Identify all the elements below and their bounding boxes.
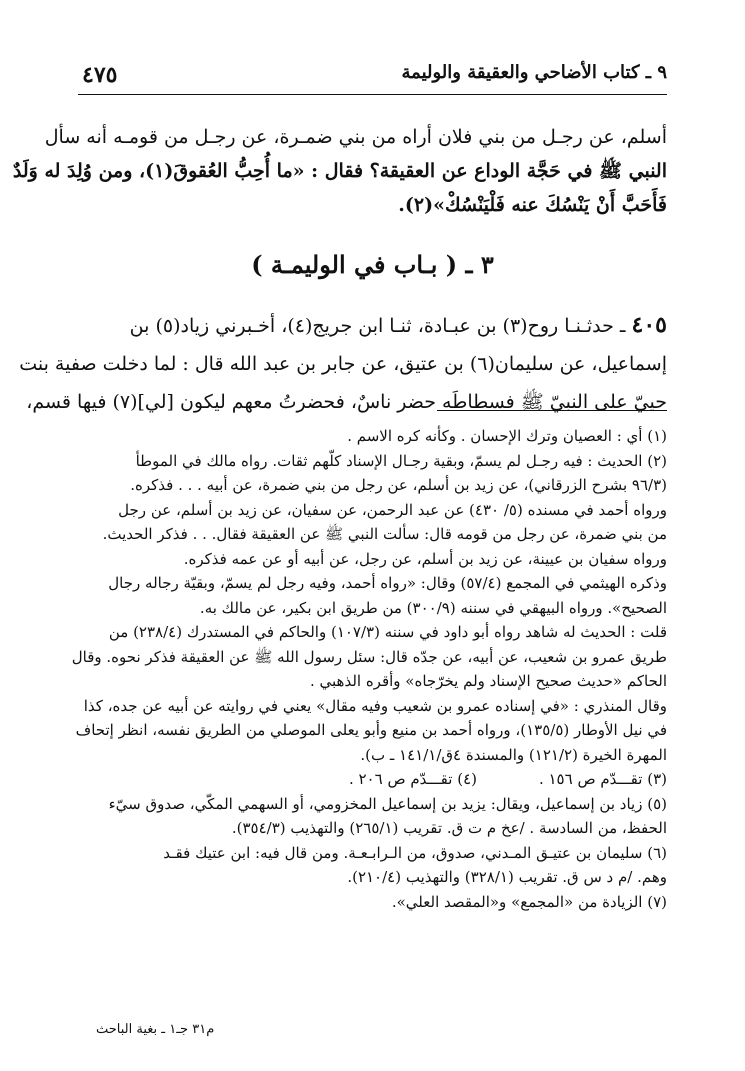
footnote-line: من بني ضمرة، عن رجل من قومه قال: سألت النبي ﷺ عن العقيقة فقال. . . فذكر الحديث. — [102, 525, 667, 543]
footnote-line: (٩٦/٣ بشرح الزرقاني)، عن زيد بن أسلم، عن رجل من بني ضمرة، عن أبيه . . . فذكره. — [130, 476, 667, 494]
text-line — [78, 306, 667, 345]
footnote-line: (٢) الحديث : فيه رجـل لم يسمّ، وبقية رجـال الإسناد كلّهم ثقات. رواه مالك في الموطأ — [135, 451, 667, 470]
text-line: إسماعيل، عن سليمان(٦) بن عتيق، عن جابر بن عبد الله قال : لما دخلت صفية بنت — [19, 353, 667, 375]
footnote-line: (٧) الزيادة من «المجمع» و«المقصد العلي». — [391, 892, 667, 911]
text-line: حييّ على النبيّ ﷺ فسطاطَه حضر ناسٌ، فحضرتُ معهم ليكون [لي](٧) فيها قسم، — [26, 391, 667, 413]
hadith-number: ٤٠٥ — [631, 312, 667, 338]
page-number: ٤٧٥ — [82, 62, 118, 88]
page-footer: م٣١ جـ١ ـ بغية الباحث — [96, 1022, 215, 1037]
footnote-line: الصحيح». ورواه البيهقي في سننه (٣٠٠/٩) من طريق ابن بكير، عن مالك به. — [199, 598, 667, 617]
footnote-line: (٥) زياد بن إسماعيل، ويقال: يزيد بن إسماعيل المخزومي، أو السهمي المكّي، صدوق سيّء — [108, 794, 667, 813]
footnote-line — [78, 767, 667, 792]
hadith-paragraph — [19, 306, 667, 421]
footnote-line: وهم. /م د س ق. تقريب (٣٢٨/١) والتهذيب (٢١٠/٤). — [347, 868, 667, 886]
text-line: فَأَحَبَّ أَنْ يَنْسُكَ عنه فَلْيَنْسُكْ»(٢). — [398, 194, 667, 216]
text-line: أسلم، عن رجـل من بني فلان أراه من بني ضمـرة، عن رجـل من قومـه أنه سأل — [44, 126, 667, 148]
footnote-line: في نيل الأوطار (١٣٥/٥)، ورواه أحمد بن منيع وأبو يعلى الموصلي من الطريق نفسه، انظر إتحاف — [75, 721, 667, 739]
footnote-3: (٣) تقـــدّم ص ١٥٦ . — [538, 770, 667, 788]
footnotes — [71, 424, 667, 914]
running-header — [78, 58, 667, 95]
footnote-line: قلت : الحديث له شاهد رواه أبو داود في سننه (١٠٧/٣) والحاكم في المستدرك (٢٣٨/٤) من — [108, 623, 667, 641]
footnote-line: ورواه سفيان بن عيينة، عن زيد بن أسلم، عن رجل، عن أبيه أو عن عمه فذكره. — [183, 549, 667, 568]
footnote-line: وقال المنذري : «في إسناده عمرو بن شعيب وفيه مقال» يعني في روايته عن أبيه عن جده، كذا — [83, 696, 667, 715]
footnote-line: (٦) سليمان بن عتيـق المـدني، صدوق، من الـرابـعـة. ومن قال فيه: ابن عتيك فقـد — [163, 843, 667, 862]
intro-paragraph — [12, 120, 667, 222]
footnote-4: (٤) تقـــدّم ص ٢٠٦ . — [348, 770, 477, 788]
text-line: النبي ﷺ في حَجَّة الوداع عن العقيقة؟ فقال : «ما أُحِبُّ العُقوقَ(١)، ومن وُلِدَ له وَلَدٌ — [12, 160, 667, 182]
chapter-title: ٩ ـ كتاب الأضاحي والعقيقة والوليمة — [401, 62, 667, 83]
section-heading: ٣ ـ ( بـاب في الوليمـة ) — [251, 250, 494, 279]
footnote-line: ورواه أحمد في مسنده (٥/ ٤٣٠) عن عبد الرحمن، عن سفيان، عن زيد بن أسلم، عن رجل — [118, 500, 667, 519]
footnote-separator — [437, 410, 667, 411]
footnote-line: الحفظ، من السادسة . /عخ م ت ق. تقريب (٢٦٥/١) والتهذيب (٣٥٤/٣). — [231, 819, 667, 837]
footnote-line: وذكره الهيثمي في المجمع (٥٧/٤) وقال: «رواه أحمد، وفيه رجل لم يسمّ، وبقيّة رجاله رجال — [108, 574, 667, 592]
footnote-line: الحاكم «حديث صحيح الإسناد ولم يخرّجاه» وأقره الذهبي . — [309, 672, 667, 690]
footnote-line: (١) أي : العصيان وترك الإحسان . وكأنه كره الاسم . — [347, 427, 667, 445]
footnote-line: طريق عمرو بن شعيب، عن أبيه، عن جدّه قال: سئل رسول الله ﷺ عن العقيقة فذكر نحوه. وقال — [71, 647, 667, 666]
footnote-line: المهرة الخيرة (١٢١/٢) والمسندة ٤ق/١٤١/١ ـ ب). — [360, 745, 667, 764]
hadith-text: ـ حدثـنـا روح(٣) بن عبـادة، ثنـا ابن جريج(٤)، أخـبرني زياد(٥) بن — [129, 315, 626, 337]
